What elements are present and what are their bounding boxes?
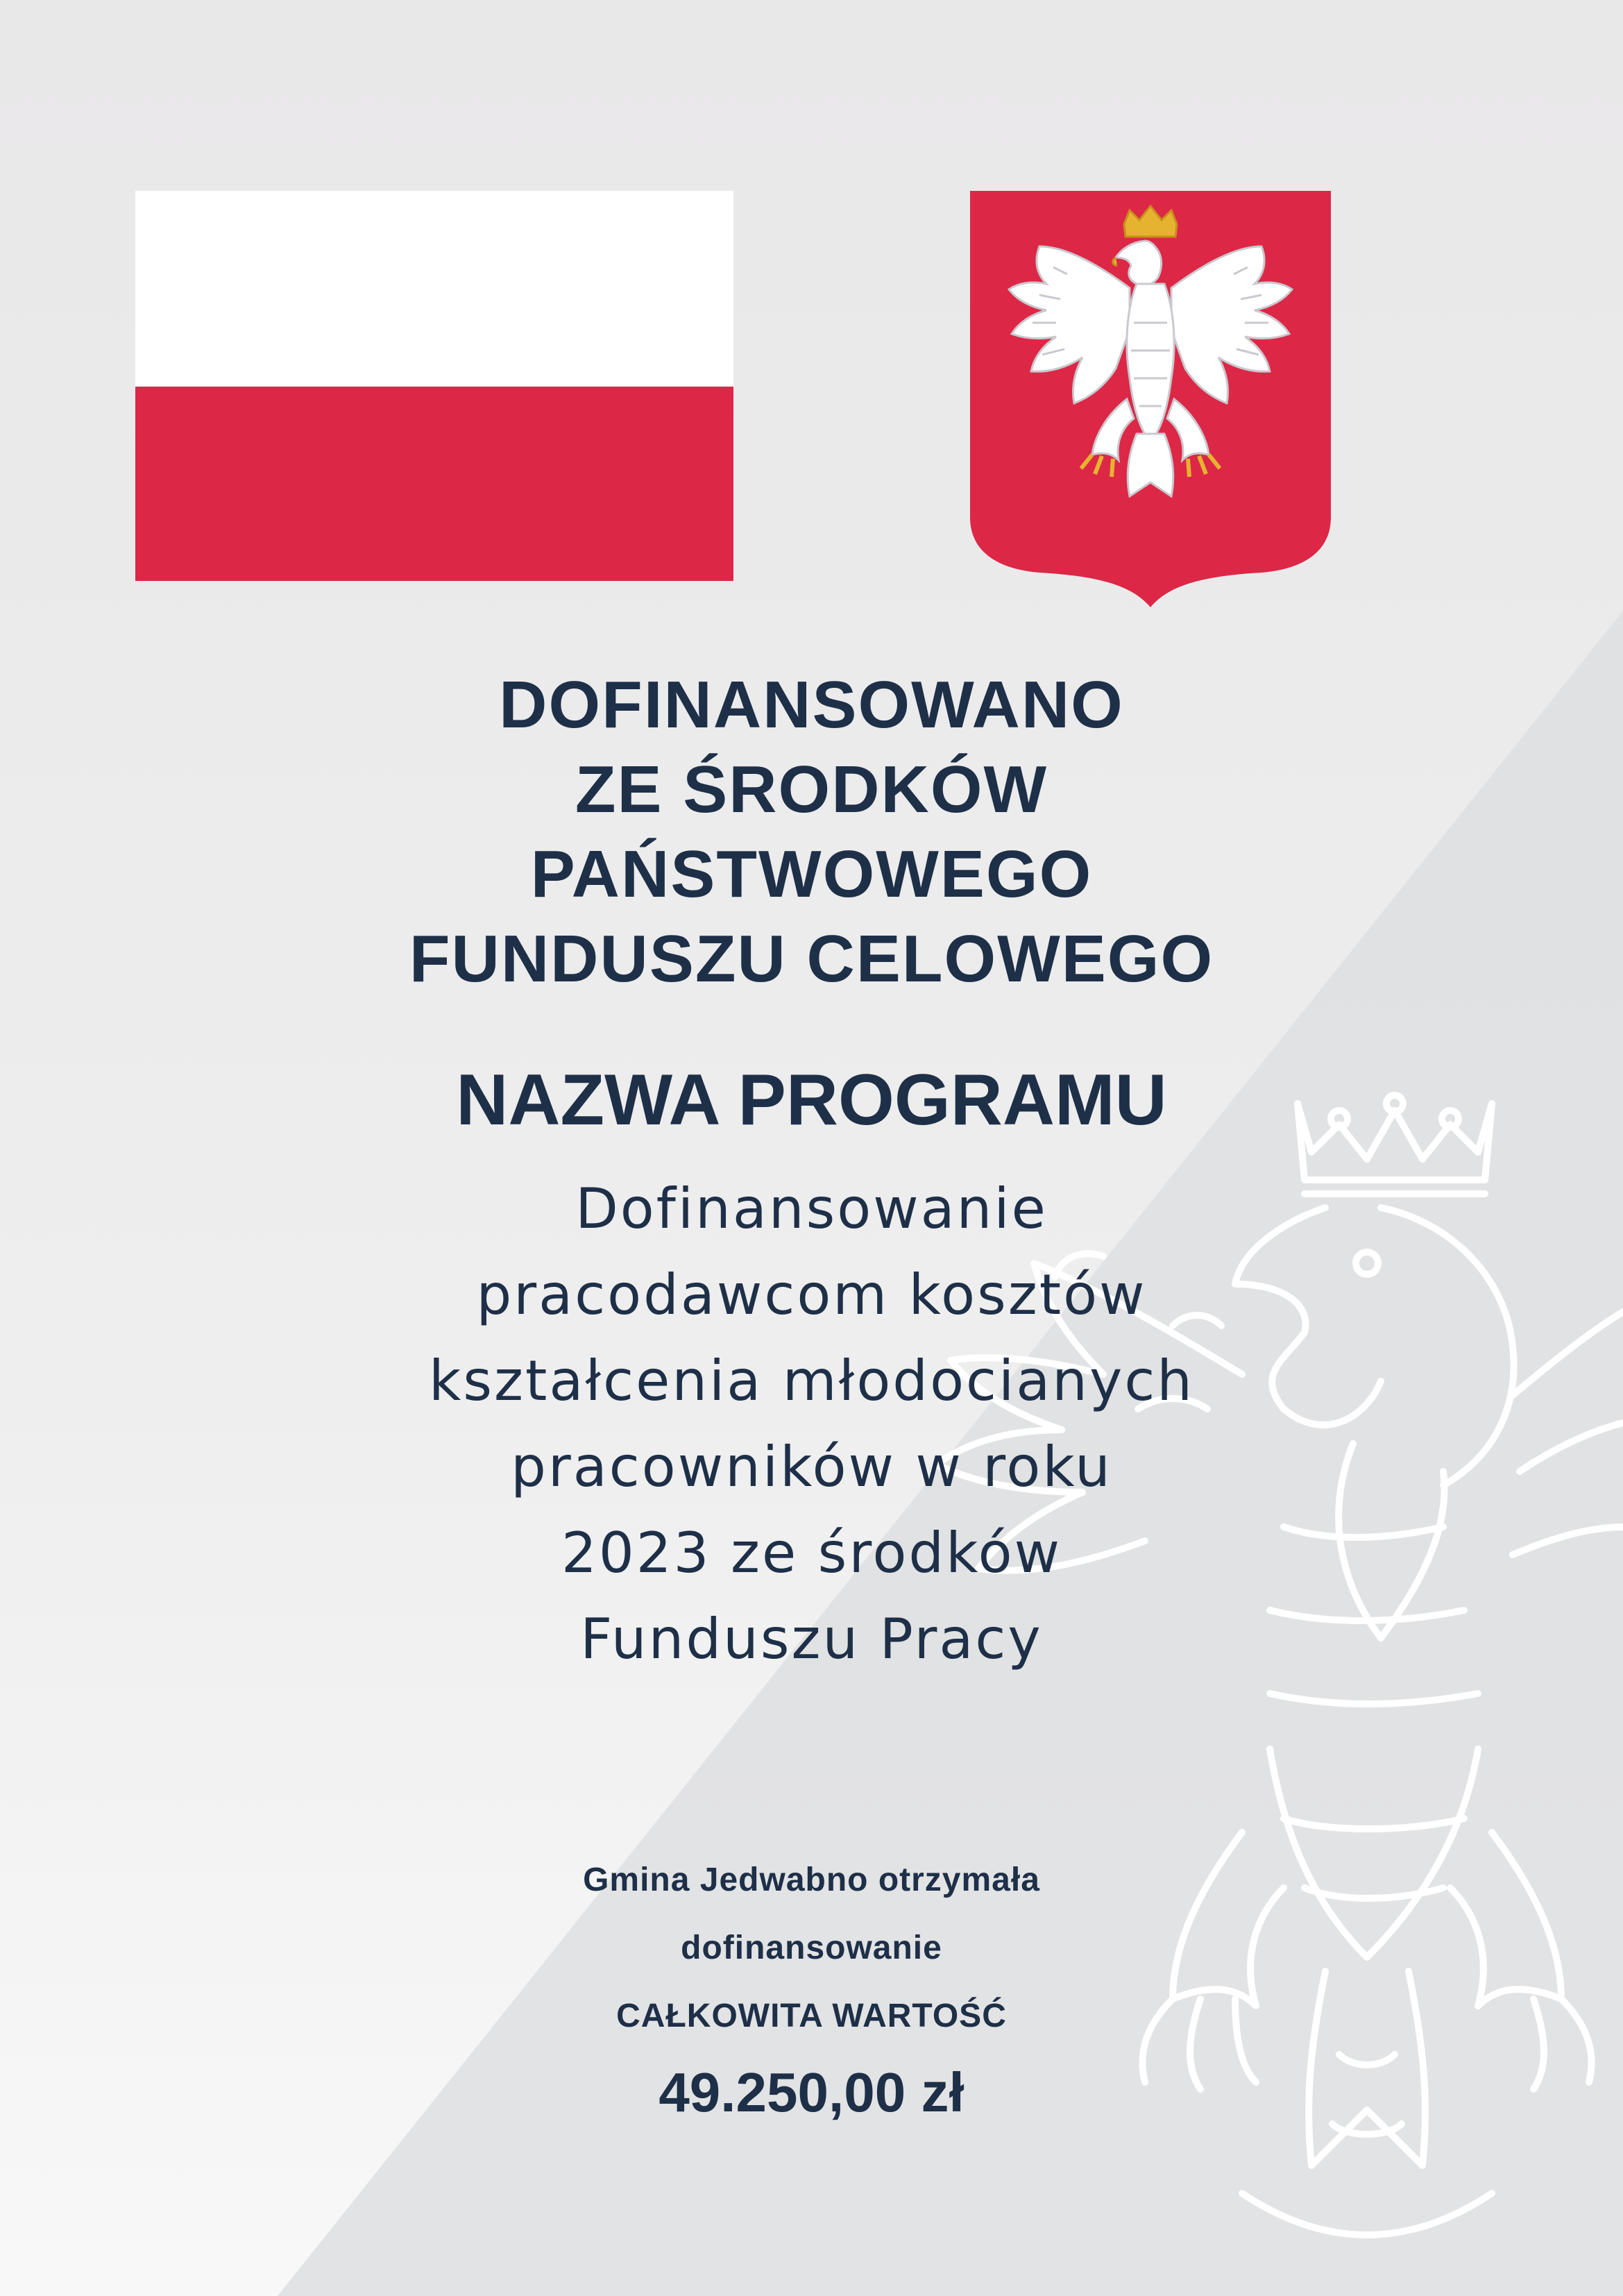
recipient-line-2: dofinansowanie <box>681 1930 942 1966</box>
program-line-5: 2023 ze środków <box>561 1521 1062 1585</box>
program-line-1: Dofinansowanie <box>575 1176 1048 1241</box>
heading-line-2: ZE ŚRODKÓW <box>575 752 1048 827</box>
total-amount: 49.250,00 zł <box>658 2061 965 2123</box>
heading-line-1: DOFINANSOWANO <box>499 668 1124 742</box>
program-name-label: NAZWA PROGRAMU <box>456 1060 1167 1140</box>
program-line-6: Funduszu Pracy <box>580 1607 1043 1671</box>
program-line-2: pracodawcom kosztów <box>476 1263 1147 1327</box>
program-line-4: pracowników w roku <box>511 1435 1112 1499</box>
program-line-3: kształcenia młodocianych <box>428 1349 1194 1413</box>
total-value-label: CAŁKOWITA WARTOŚĆ <box>616 1998 1007 2034</box>
heading-line-3: PAŃSTWOWEGO <box>530 837 1093 911</box>
recipient-line-1: Gmina Jedwabno otrzymała <box>583 1862 1040 1898</box>
recipient-info <box>0 1846 1623 2050</box>
flag-white-stripe <box>135 191 733 387</box>
polish-flag-icon <box>135 191 733 581</box>
funding-heading <box>0 663 1623 1002</box>
flag-red-stripe <box>135 387 733 581</box>
heading-line-4: FUNDUSZU CELOWEGO <box>409 922 1214 996</box>
program-description <box>0 1166 1623 1682</box>
white-eagle-emblem-icon <box>970 191 1331 607</box>
